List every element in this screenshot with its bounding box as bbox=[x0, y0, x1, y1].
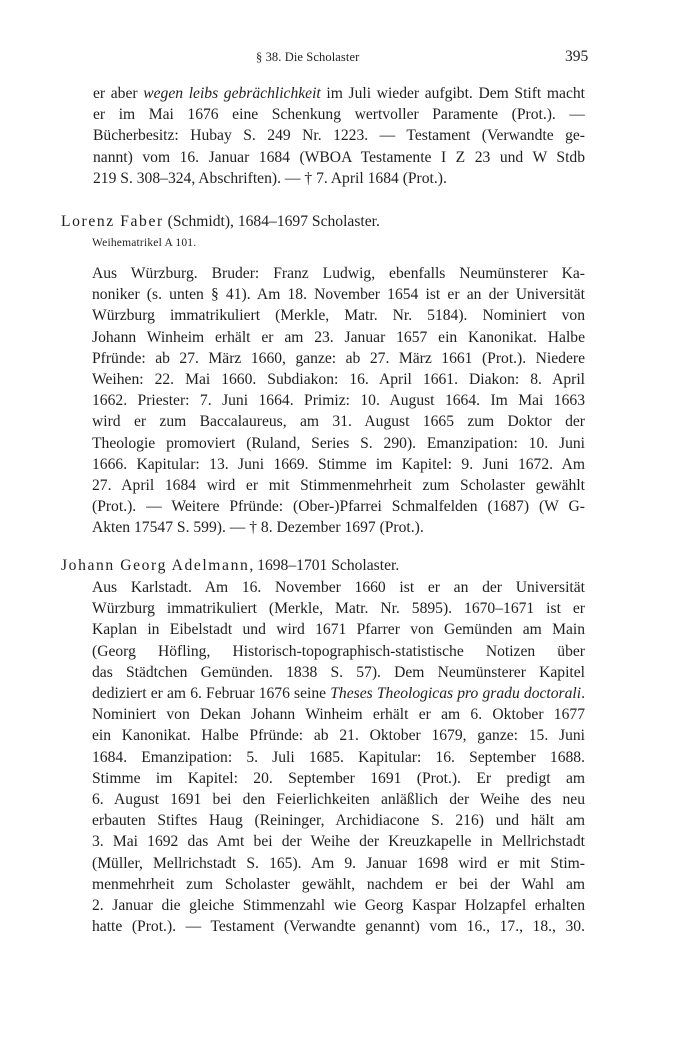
entry-line: (Georg Höfling, Historisch-topographisch-statistische Notizen über bbox=[92, 642, 585, 660]
intro-line: Bücherbesitz: Hubay S. 249 Nr. 1223. — Testament (Verwandte ge- bbox=[93, 127, 585, 145]
thesis-title: Theses Theologicas pro gradu doctorali bbox=[330, 685, 582, 703]
source-note: Weihematrikel A 101. bbox=[92, 237, 197, 249]
intro-line-text: er aber bbox=[93, 85, 144, 102]
entry-line: Nominiert von Dekan Johann Winheim erhält er am 6. Oktober 1677 bbox=[92, 706, 585, 724]
intro-paragraph bbox=[93, 83, 585, 189]
entry-line: Aus Würzburg. Bruder: Franz Ludwig, ebenfalls Neumünsterer Ka- bbox=[92, 265, 585, 282]
entry-heading-line bbox=[61, 555, 601, 576]
entry-heading bbox=[61, 555, 601, 576]
entry-line: Weihen: 22. Mai 1660. Subdiakon: 16. April 1661. Diakon: 8. April bbox=[92, 371, 585, 389]
running-head: § 38. Die Scholaster bbox=[256, 50, 360, 64]
entry-line: Johann Winheim erhält er am 23. Januar 1657 ein Kanonikat. Halbe bbox=[92, 328, 585, 346]
intro-line: er im Mai 1676 eine Schenkung wertvoller Paramente (Prot.). — bbox=[93, 106, 585, 124]
entry-line: hatte (Prot.). — Testament (Verwandte genannt) vom 16., 17., 18., 30. bbox=[92, 918, 585, 936]
intro-line: 219 S. 308–324, Abschriften). — † 7. April 1684 (Prot.). bbox=[93, 169, 447, 187]
entry-line: (Prot.). — Weitere Pfründe: (Ober-)Pfarrei Schmalfelden (1687) (W G- bbox=[92, 498, 585, 516]
entry-line: 6. August 1691 bei den Feierlichkeiten anläßlich der Weihe des neu bbox=[92, 791, 585, 809]
intro-line: nannt) vom 16. Januar 1684 (WBOA Testamente I Z 23 und W Stdb bbox=[93, 148, 585, 166]
entry-line: Akten 17547 S. 599). — † 8. Dezember 1697 (Prot.). bbox=[92, 519, 424, 537]
entry-line: menmehrheit zum Scholaster gewählt, nachdem er bei der Wahl am bbox=[92, 875, 585, 893]
entry-line: erbauten Stiftes Haug (Reininger, Archidiacone S. 216) und hält am bbox=[92, 812, 585, 830]
entry-line: Aus Karlstadt. Am 16. November 1660 ist er an der Universität bbox=[92, 579, 585, 596]
entry-heading-rest: (Schmidt), 1684–1697 Scholaster. bbox=[163, 213, 380, 230]
entry-line-text: . bbox=[581, 685, 585, 703]
entry-line: 1666. Kapitular: 13. Juni 1669. Stimme im Kapitel: 9. Juni 1672. Am bbox=[92, 455, 585, 473]
entry-line-text: dediziert er am 6. Februar 1676 seine bbox=[92, 685, 331, 703]
entry-line: Kaplan in Eibelstadt und wird 1671 Pfarrer von Gemünden am Main bbox=[92, 621, 585, 639]
entry-line: Theologie promoviert (Ruland, Series S. 290). Emanzipation: 10. Juni bbox=[92, 434, 585, 452]
entry-body bbox=[92, 263, 585, 539]
person-name: Lorenz Faber bbox=[61, 213, 164, 230]
entry-line bbox=[92, 683, 585, 704]
entry-line: 3. Mai 1692 das Amt bei der Weihe der Kreuzkapelle in Mellrichstadt bbox=[92, 833, 585, 851]
entry-heading-line bbox=[61, 211, 601, 232]
entry-line: das Städtchen Gemünden. 1838 S. 57). Dem Neumünsterer Kapitel bbox=[92, 663, 585, 681]
entry-line: 27. April 1684 wird er mit Stimmenmehrheit zum Scholaster gewählt bbox=[92, 477, 585, 495]
entry-line: 1662. Priester: 7. Juni 1664. Primiz: 10. August 1664. Im Mai 1663 bbox=[92, 392, 585, 410]
person-name: Johann Georg Adelmann bbox=[61, 557, 250, 574]
entry-line: Würzburg immatrikuliert (Merkle, Matr. Nr. 5895). 1670–1671 ist er bbox=[92, 600, 585, 618]
entry-line: Würzburg immatrikuliert (Merkle, Matr. Nr. 5184). Nominiert von bbox=[92, 307, 585, 325]
intro-line-text: im Juli wieder aufgibt. Dem Stift macht bbox=[320, 85, 585, 102]
entry-line: Pfründe: ab 27. März 1660, ganze: ab 27. März 1661 (Prot.). Niedere bbox=[92, 349, 585, 367]
entry-line: 2. Januar die gleiche Stimmenzahl wie Georg Kaspar Holzapfel erhalten bbox=[92, 897, 585, 915]
entry-line: ein Kanonikat. Halbe Pfründe: ab 21. Oktober 1679, ganze: 15. Juni bbox=[92, 727, 585, 745]
entry-heading bbox=[61, 211, 601, 232]
entry-line: (Müller, Mellrichstadt S. 165). Am 9. Januar 1698 wird er mit Stim- bbox=[92, 854, 585, 872]
entry-line: 1684. Emanzipation: 5. Juli 1685. Kapitular: 16. September 1688. bbox=[92, 748, 585, 766]
page-number: 395 bbox=[565, 48, 589, 65]
entry-body bbox=[92, 577, 585, 937]
entry-heading-rest: , 1698–1701 Scholaster. bbox=[249, 557, 400, 574]
intro-italic-quote: wegen leibs gebrächlichkeit bbox=[143, 85, 321, 102]
entry-line: noniker (s. unten § 41). Am 18. November 1654 ist er an der Universität bbox=[92, 286, 585, 304]
entry-line: Stimme im Kapitel: 20. September 1691 (Prot.). Er predigt am bbox=[92, 769, 585, 787]
entry-line: wird er zum Baccalaureus, am 31. August 1665 zum Doktor der bbox=[92, 413, 585, 431]
intro-line bbox=[93, 83, 585, 104]
